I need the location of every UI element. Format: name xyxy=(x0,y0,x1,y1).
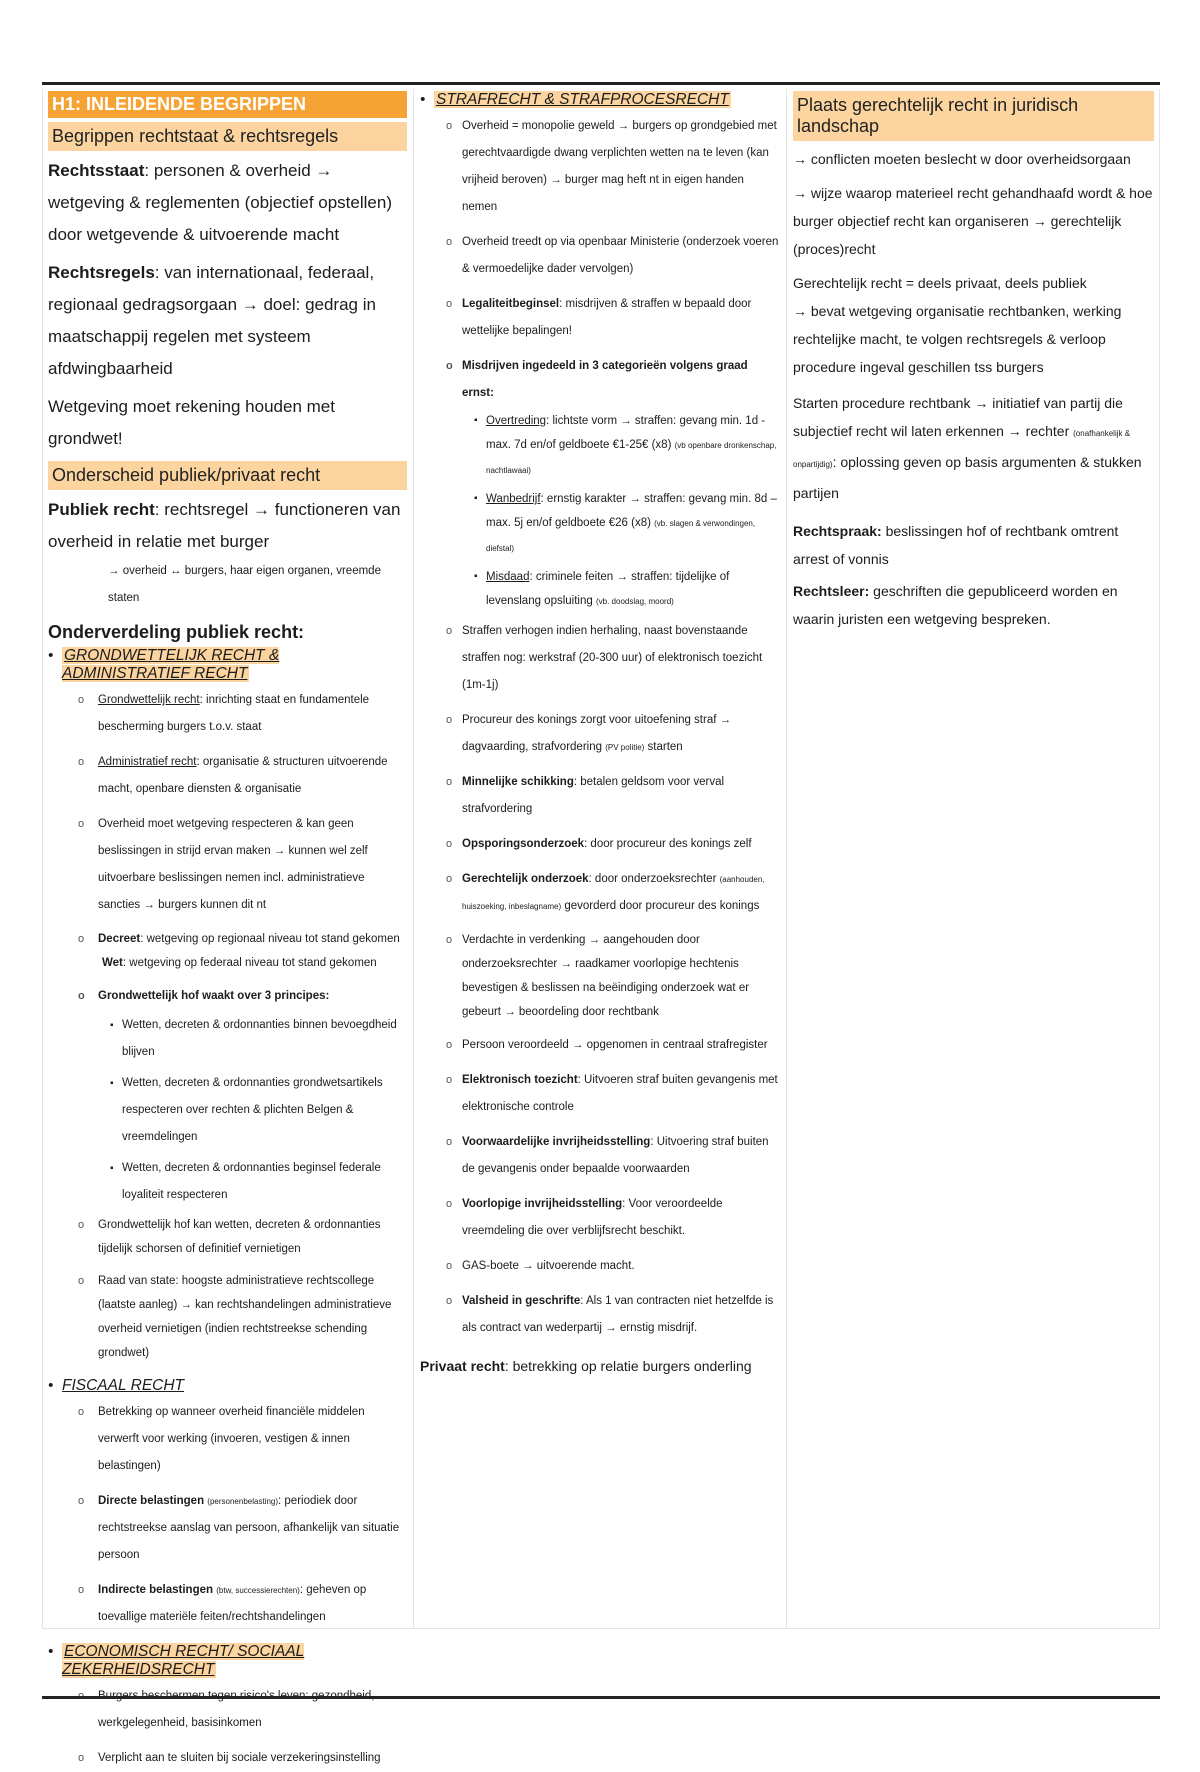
list-item xyxy=(48,687,407,741)
term: Legaliteitbeginsel xyxy=(462,298,560,310)
rechtsleer-definition xyxy=(793,577,1154,633)
item-text: : lichtste vorm → straffen: gevang min. 1d - max. 7d en/of geldboete €1-25€ (x8) xyxy=(486,415,766,451)
category-label: GRONDWETTELIJK RECHT & ADMINISTRATIEF RECHT xyxy=(62,647,280,682)
list-item xyxy=(420,831,780,858)
item-text: : wetgeving op regionaal niveau tot stand gekomen xyxy=(140,933,400,945)
column-right xyxy=(787,89,1160,1629)
rechtsregels-definition xyxy=(48,257,407,385)
category-label: ECONOMISCH RECHT/ SOCIAAL ZEKERHEIDSRECHT xyxy=(62,1643,305,1678)
term: Rechtsstaat xyxy=(48,161,145,180)
item-text: : criminele feiten → straffen: tijdelijke of levenslang opsluiting xyxy=(486,571,730,607)
paragraph-text: : oplossing geven op basis argumenten & stukken partijen xyxy=(793,454,1142,501)
list-item xyxy=(420,1288,780,1342)
list-item xyxy=(48,749,407,803)
paragraph: → bevat wetgeving organisatie rechtbanken, werking rechtelijke macht, te volgen rechtsregels & verloop procedure ingeval geschillen tss burgers xyxy=(793,303,1122,375)
rechtspraak-definition xyxy=(793,517,1154,573)
term: Grondwettelijk recht xyxy=(98,694,200,706)
category-grondwettelijk xyxy=(48,647,407,683)
sub-list-item: ▪ Wetten, decreten & ordonnanties binnen bevoegdheid blijven xyxy=(48,1012,407,1066)
category-fiscaal xyxy=(48,1377,407,1395)
column-middle xyxy=(414,89,787,1629)
list-item: o Overheid treedt op via openbaar Ministerie (onderzoek voeren & vermoedelijke dader vervolgen) xyxy=(420,229,780,283)
item-text: : Voor veroordeelde vreemdeling die over verblijfsrecht beschikt. xyxy=(462,1198,723,1237)
term: Decreet xyxy=(98,933,141,945)
item-text: gevorderd door procureur des konings xyxy=(561,900,760,912)
term: Rechtsregels xyxy=(48,263,155,282)
list-item: o Misdrijven ingedeeld in 3 categorieën volgens graad ernst: xyxy=(420,353,780,407)
list-item xyxy=(420,769,780,823)
small-note: (PV politie) xyxy=(605,743,645,752)
small-note: (onafhankelijk & onpartijdig) xyxy=(793,429,1131,469)
list-item: o Straffen verhogen indien herhaling, naast bovenstaande straffen nog: werkstraf (20-300 uur) of elektronisch toezicht (1m-1j) xyxy=(420,618,780,699)
term: Minnelijke schikking xyxy=(462,776,574,788)
sub-list-item: ▪ Wetten, decreten & ordonnanties beginsel federale loyaliteit respecteren xyxy=(48,1155,407,1209)
list-item: o GAS-boete → uitvoerende macht. xyxy=(420,1253,780,1280)
category-strafrecht xyxy=(420,91,780,109)
term: Rechtspraak: xyxy=(793,523,882,539)
item-text: : betalen geldsom voor verval strafvordering xyxy=(462,776,725,815)
definition-text: : rechtsregel → functioneren van overheid in relatie met burger xyxy=(48,500,401,551)
item-text: : misdrijven & straffen w bepaald door wettelijke bepalingen! xyxy=(462,298,752,337)
list-item: o Verdachte in verdenking → aangehouden door onderzoeksrechter → raadkamer voorlopige hechtenis bevestigen & beslissen na beëindiging onderzoek wat er gebeurt → beoordeling door rechtbank xyxy=(420,928,780,1024)
list-item: o Verplicht aan te sluiten bij sociale verzekeringsinstelling xyxy=(48,1745,407,1772)
section-heading-gerechtelijk: Plaats gerechtelijk recht in juridisch landschap xyxy=(793,91,1154,141)
section-heading-publiek-privaat: Onderscheid publiek/privaat recht xyxy=(48,461,407,490)
list-item: o Overheid = monopolie geweld → burgers op grondgebied met gerechtvaardigde dwang verplichten wetten na te leven (kan vrijheid beroven) → burger mag heft nt in eigen handen nemen xyxy=(420,113,780,221)
item-text: : geheven op toevallige materiële feiten/rechtshandelingen xyxy=(98,1584,367,1623)
list-item xyxy=(48,1488,407,1569)
list-item: o Overheid moet wetgeving respecteren & kan geen beslissingen in strijd ervan maken → kunnen wel zelf uitvoerbare beslissingen nemen incl. administratieve sancties → burgers kunnen dit nt xyxy=(48,811,407,919)
list-item xyxy=(420,1067,780,1121)
item-text: : door onderzoeksrechter xyxy=(588,873,720,885)
term: Elektronisch toezicht xyxy=(462,1074,578,1086)
term: Opsporingsonderzoek xyxy=(462,838,585,850)
rechtsstaat-definition xyxy=(48,155,407,251)
sub-list-item: ▪ Wetten, decreten & ordonnanties grondwetsartikels respecteren over rechten & plichten Belgen & vreemdelingen xyxy=(48,1070,407,1151)
chapter-title: H1: INLEIDENDE BEGRIPPEN xyxy=(48,91,407,118)
privaat-recht-definition xyxy=(420,1352,780,1380)
small-note: (vb. slagen & verwondingen, diefstal) xyxy=(486,519,756,553)
paragraph: → conflicten moeten beslecht w door overheidsorgaan xyxy=(793,151,1131,167)
term: Directe belastingen xyxy=(98,1495,205,1507)
item-text: : door procureur des konings zelf xyxy=(584,838,752,850)
small-note: (vb. doodslag, moord) xyxy=(595,597,674,606)
small-note: (aanhouden, huiszoeking, inbeslagname) xyxy=(462,875,765,911)
notes-page xyxy=(42,82,1160,1764)
term: Voorwaardelijke invrijheidsstelling xyxy=(462,1136,651,1148)
category-economisch xyxy=(48,1643,407,1679)
item-text: : periodiek door rechtstreekse aanslag van persoon, afhankelijk van situatie persoon xyxy=(98,1495,400,1561)
list-item: o Persoon veroordeeld → opgenomen in centraal strafregister xyxy=(420,1032,780,1059)
paragraph: → wijze waarop materieel recht gehandhaafd wordt & hoe burger objectief recht kan organiseren → gerechtelijk (proces)recht xyxy=(793,185,1153,257)
definition-text: : betrekking op relatie burgers onderling xyxy=(504,1358,752,1374)
item-text: : inrichting staat en fundamentele bescherming burgers t.o.v. staat xyxy=(98,694,370,733)
list-item xyxy=(420,707,780,761)
list-item xyxy=(420,1191,780,1245)
item-text: : wetgeving op federaal niveau tot stand gekomen xyxy=(122,957,377,969)
publiek-arrow-note: → overheid ↔ burgers, haar eigen organen, vreemde staten xyxy=(108,565,381,604)
list-item xyxy=(420,291,780,345)
term: Privaat recht xyxy=(420,1358,505,1374)
term: Misdaad xyxy=(486,571,530,583)
term: Gerechtelijk onderzoek xyxy=(462,873,589,885)
list-item xyxy=(48,927,407,975)
term: Publiek recht xyxy=(48,500,155,519)
list-item: o Grondwettelijk hof kan wetten, decreten & ordonnanties tijdelijk schorsen of definitief vernietigen xyxy=(48,1213,407,1261)
term: Voorlopige invrijheidsstelling xyxy=(462,1198,623,1210)
column-left xyxy=(42,89,414,1764)
term: Overtreding xyxy=(486,415,547,427)
term: Wet xyxy=(102,957,123,969)
term: Rechtsleer: xyxy=(793,583,870,599)
section-heading-rechtstaat: Begrippen rechtstaat & rechtsregels xyxy=(48,122,407,151)
sub-list-item xyxy=(420,487,780,561)
item-text: : ernstig karakter → straffen: gevang min. 8d – max. 5j en/of geldboete €26 (x8) xyxy=(486,493,777,529)
item-text: : organisatie & structuren uitvoerende macht, openbare diensten & organisatie xyxy=(98,756,388,795)
term: Valsheid in geschrifte xyxy=(462,1295,581,1307)
grondwet-note: Wetgeving moet rekening houden met grondwet! xyxy=(48,397,335,448)
paragraph xyxy=(793,389,1154,507)
publiek-recht-definition xyxy=(48,494,407,558)
small-note: (personenbelasting) xyxy=(207,1497,279,1506)
item-text: : Uitvoering straf buiten de gevangenis onder bepaalde voorwaarden xyxy=(462,1136,769,1175)
item-text: : Als 1 van contracten niet hetzelfde is als contract van wederpartij → ernstig misdrijf. xyxy=(462,1295,774,1334)
list-item: o Grondwettelijk hof waakt over 3 principes: xyxy=(48,983,407,1010)
sub-list-item xyxy=(420,565,780,614)
onderverdeling-heading: Onderverdeling publiek recht: xyxy=(48,622,305,642)
footer-rule xyxy=(42,1696,1160,1699)
item-text: : Uitvoeren straf buiten gevangenis met elektronische controle xyxy=(462,1074,778,1113)
definition-text: : personen & overheid → wetgeving & reglementen (objectief opstellen) door wetgevende & uitvoerende macht xyxy=(48,161,392,244)
definition-text: geschriften die gepubliceerd worden en waarin juristen een wetgeving bespreken. xyxy=(793,583,1118,627)
list-item xyxy=(420,1129,780,1183)
list-item: o Raad van state: hoogste administratieve rechtscollege (laatste aanleg) → kan rechtshandelingen administratieve overheid vernietigen (indien rechtstreekse schending grondwet) xyxy=(48,1269,407,1365)
definition-text: : van internationaal, federaal, regionaal gedragsorgaan → doel: gedrag in maatschappij regelen met systeem afdwingbaarheid xyxy=(48,263,376,378)
small-note: (btw, successierechten) xyxy=(216,1586,300,1595)
term: Administratief recht xyxy=(98,756,197,768)
item-text: starten xyxy=(644,741,683,753)
category-label: FISCAAL RECHT xyxy=(62,1377,185,1394)
small-note: (vb openbare dronkenschap, nachtlawaai) xyxy=(486,441,777,475)
paragraph: Gerechtelijk recht = deels privaat, deels publiek xyxy=(793,275,1087,291)
sub-list-item xyxy=(420,409,780,483)
list-item: o Betrekking op wanneer overheid financiële middelen verwerft voor werking (invoeren, vestigen & innen belastingen) xyxy=(48,1399,407,1480)
list-item xyxy=(48,1577,407,1631)
paragraph-text: Starten procedure rechtbank → initiatief van partij die subjectief recht wil laten erkennen → rechter xyxy=(793,395,1123,439)
item-text: Procureur des konings zorgt voor uitoefening straf → dagvaarding, strafvordering xyxy=(462,714,732,753)
category-label: STRAFRECHT & STRAFPROCESRECHT xyxy=(436,91,729,108)
term: Indirecte belastingen xyxy=(98,1584,214,1596)
list-item xyxy=(420,866,780,920)
list-item: o Burgers beschermen tegen risico's leven: gezondheid, werkgelegenheid, basisinkomen xyxy=(48,1683,407,1737)
term: Wanbedrijf xyxy=(486,493,541,505)
definition-text: beslissingen hof of rechtbank omtrent arrest of vonnis xyxy=(793,523,1119,567)
